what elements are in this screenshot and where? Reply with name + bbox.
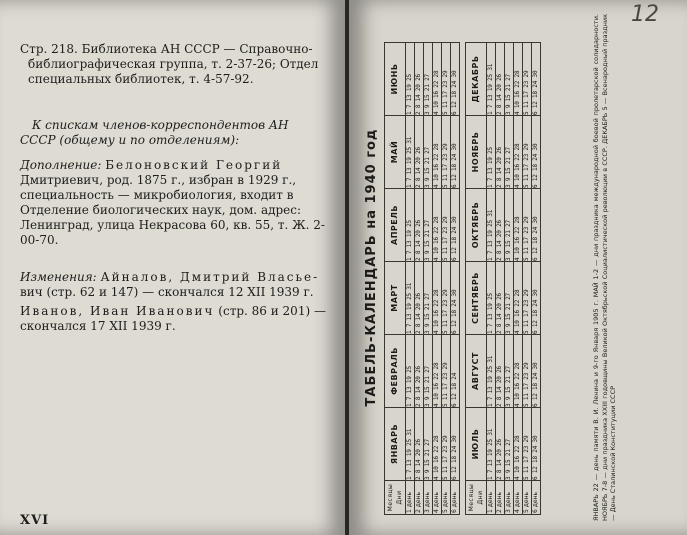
day-label: 2 день <box>415 481 424 515</box>
day-label: 1 день <box>487 481 496 515</box>
month-header: МАРТ <box>385 262 406 335</box>
day-label: 5 день <box>523 481 532 515</box>
day-label: 2 день <box>496 481 505 515</box>
month-header: СЕНТЯБРЬ <box>466 262 487 335</box>
calendar-row <box>415 43 424 515</box>
calendar-cell: 2 8 14 20 26 <box>415 43 424 116</box>
calendar-cell: 5 11 17 23 29 <box>523 262 532 335</box>
right-page <box>349 0 687 535</box>
calendar-cell: 6 12 18 24 30 <box>532 335 541 408</box>
calendar-row <box>487 43 496 515</box>
calendar-cell: 4 10 16 22 28 <box>514 335 523 408</box>
calendar-cell: 4 10 16 22 28 <box>514 189 523 262</box>
day-label: 6 день <box>451 481 460 515</box>
day-label: 6 день <box>532 481 541 515</box>
calendar-cell: 6 12 18 24 30 <box>451 408 460 481</box>
calendar-cell: 1 7 13 19 25 <box>406 335 415 408</box>
calendar-cell: 1 7 13 19 25 31 <box>406 408 415 481</box>
page-number: XVI <box>20 513 50 528</box>
calendar-cell: 3 9 15 21 27 <box>505 116 514 189</box>
calendar-cell: 3 9 15 21 27 <box>424 189 433 262</box>
calendar-cell: 4 10 16 22 28 <box>514 408 523 481</box>
calendar-cell: 5 11 17 23 29 <box>523 335 532 408</box>
calendar-cell: 1 7 13 19 25 <box>406 43 415 116</box>
calendar-cell: 2 8 14 20 26 <box>415 408 424 481</box>
day-label: 3 день <box>424 481 433 515</box>
calendar-row <box>406 43 415 515</box>
calendar-row <box>523 43 532 515</box>
calendar-cell: 2 8 14 20 26 <box>496 43 505 116</box>
calendar-cell: 5 11 17 23 29 <box>442 189 451 262</box>
month-header: НОЯБРЬ <box>466 116 487 189</box>
calendar-cell: 6 12 18 24 30 <box>532 262 541 335</box>
calendar-cell: 4 10 16 22 28 <box>433 262 442 335</box>
day-label: 4 день <box>514 481 523 515</box>
calendar-cell: 4 10 16 22 28 <box>514 262 523 335</box>
calendar-cell: 3 9 15 21 27 <box>424 43 433 116</box>
calendar-cell: 3 9 15 21 27 <box>505 189 514 262</box>
calendar-cell: 3 9 15 21 27 <box>424 262 433 335</box>
changes-entry-2 <box>20 304 330 334</box>
calendar-title: ТАБЕЛЬ-КАЛЕНДАРЬ на 1940 год <box>364 128 379 407</box>
day-label: 4 день <box>433 481 442 515</box>
calendar-cell: 2 8 14 20 26 <box>415 189 424 262</box>
calendar-cell: 6 12 18 24 30 <box>451 262 460 335</box>
calendar-cell: 4 10 16 22 28 <box>433 408 442 481</box>
calendar-row <box>451 43 460 515</box>
calendar-cell: 1 7 13 19 25 <box>406 189 415 262</box>
calendar-cell: 1 7 13 19 25 <box>487 262 496 335</box>
month-header: ИЮНЬ <box>385 43 406 116</box>
month-header: МАЙ <box>385 116 406 189</box>
calendar-cell: 6 12 18 24 30 <box>532 116 541 189</box>
calendar-cell: 3 9 15 21 27 <box>505 335 514 408</box>
calendar-row <box>514 43 523 515</box>
calendar-cell: 1 7 13 19 25 31 <box>487 335 496 408</box>
calendar-cell: 4 10 16 22 28 <box>433 116 442 189</box>
calendar-cell: 4 10 16 22 28 <box>514 43 523 116</box>
addition-label: Дополнение: <box>20 158 102 172</box>
calendar-cell: 5 11 17 23 29 <box>442 116 451 189</box>
calendar-footnote: ЯНВАРЬ 22 — день памяти В. И. Ленина и 9-го Января 1905 г. МАЙ 1-2 — дни праздника международной боевой пролетарской солидарности. НОЯБРЬ 7-8 — дни праздника XXIII годовщины Великой Октябрьской Социалистической революции в СССР. ДЕКАБРЬ 5 — Всенародный праздник — День Сталинской Конституции СССР <box>592 14 617 521</box>
calendar-cell: 6 12 18 24 30 <box>532 189 541 262</box>
calendar-cell: 3 9 15 21 27 <box>505 262 514 335</box>
month-header: ОКТЯБРЬ <box>466 189 487 262</box>
months-label: Месяцы <box>468 483 475 512</box>
calendar-cell: 5 11 17 23 29 <box>442 43 451 116</box>
calendar-cell: 1 7 13 19 25 31 <box>406 116 415 189</box>
calendar-cell: 2 8 14 20 26 <box>496 408 505 481</box>
calendar-corner-label <box>466 481 487 515</box>
calendar-row <box>442 43 451 515</box>
month-header: АВГУСТ <box>466 335 487 408</box>
calendar-cell: 2 8 14 20 26 <box>496 116 505 189</box>
calendar-row <box>532 43 541 515</box>
calendar-cell: 6 12 18 24 <box>451 335 460 408</box>
calendar-cell: 1 7 13 19 25 <box>487 116 496 189</box>
calendar-cell: 5 11 17 23 29 <box>442 408 451 481</box>
calendar-cell: 5 11 17 23 29 <box>442 262 451 335</box>
calendar-cell: 5 11 17 23 29 <box>523 408 532 481</box>
calendar-cell: 1 7 13 19 25 31 <box>487 43 496 116</box>
calendar-block <box>360 14 680 521</box>
calendar-cell: 6 12 18 24 30 <box>532 43 541 116</box>
changes-text: вич (стр. 62 и 147) — скончался 12 XII 1939 г. <box>20 285 314 299</box>
calendar-cell: 6 12 18 24 30 <box>451 116 460 189</box>
calendar-row <box>424 43 433 515</box>
library-entry: Стр. 218. Библиотека АН СССР — Справочно-библиографическая группа, т. 2-37-26; Отдел специальных библиотек, т. 4-57-92. <box>20 42 319 86</box>
calendar-cell: 3 9 15 21 27 <box>424 116 433 189</box>
addition-text: Дмитриевич, род. 1875 г., избран в 1929 г., специальность — микробиология, входит в Отделение биологических наук, дом. адрес: Ленинград, улица Некрасова 60, кв. 55, т. Ж. 2-00-70. <box>20 173 325 247</box>
calendar-header-row <box>466 43 487 515</box>
calendar-cell: 3 9 15 21 27 <box>424 408 433 481</box>
month-header: ЯНВАРЬ <box>385 408 406 481</box>
handwritten-mark: 12 <box>631 2 659 27</box>
days-label: Дни <box>477 490 484 505</box>
calendar-cell: 2 8 14 20 26 <box>415 116 424 189</box>
section-heading: К спискам членов-корреспондентов АН СССР (общему и по отделениям): <box>20 118 289 147</box>
changes-entry <box>20 270 330 300</box>
calendar-cell: 5 11 17 23 29 <box>523 116 532 189</box>
calendar-cell: 6 12 18 24 30 <box>532 408 541 481</box>
changes-name: Айналов, Дмитрий Власье- <box>100 270 320 284</box>
calendar-cell: 6 12 18 24 30 <box>451 43 460 116</box>
calendar-cell: 3 9 15 21 27 <box>424 335 433 408</box>
changes-label: Изменения: <box>20 270 97 284</box>
days-label: Дни <box>396 490 403 505</box>
calendar-row <box>496 43 505 515</box>
changes2-name: Иванов, Иван Иванович <box>20 304 215 318</box>
month-header: ФЕВРАЛЬ <box>385 335 406 408</box>
calendar-cell: 3 9 15 21 27 <box>505 408 514 481</box>
addition-entry <box>20 158 330 248</box>
calendar-cell: 4 10 16 22 28 <box>433 335 442 408</box>
calendar-cell: 3 9 15 21 27 <box>505 43 514 116</box>
day-label: 3 день <box>505 481 514 515</box>
calendar-cell: 4 10 16 22 28 <box>433 189 442 262</box>
month-header: АПРЕЛЬ <box>385 189 406 262</box>
calendar-cell: 5 11 17 23 29 <box>523 189 532 262</box>
calendar-header-row <box>385 43 406 515</box>
calendar-cell: 2 8 14 20 26 <box>415 335 424 408</box>
calendar-cell: 2 8 14 20 26 <box>496 262 505 335</box>
month-header: ДЕКАБРЬ <box>466 43 487 116</box>
calendar-cell: 4 10 16 22 28 <box>514 116 523 189</box>
calendar-cell: 2 8 14 20 26 <box>496 189 505 262</box>
day-label: 5 день <box>442 481 451 515</box>
day-label: 1 день <box>406 481 415 515</box>
month-header: ИЮЛЬ <box>466 408 487 481</box>
calendar-cell: 2 8 14 20 26 <box>496 335 505 408</box>
changes2-text: (стр. 86 и 201) — скончался 17 XII 1939 г. <box>20 304 326 333</box>
calendar-table <box>384 42 541 515</box>
calendar-cell: 1 7 13 19 25 31 <box>406 262 415 335</box>
calendar-cell: 1 7 13 19 25 31 <box>487 408 496 481</box>
calendar-cell: 6 12 18 24 30 <box>451 189 460 262</box>
calendar-cell: 5 11 17 23 29 <box>442 335 451 408</box>
calendar-row <box>433 43 442 515</box>
calendar-corner-label <box>385 481 406 515</box>
calendar-cell: 1 7 13 19 25 31 <box>487 189 496 262</box>
months-label: Месяцы <box>387 483 394 512</box>
calendar-cell: 2 8 14 20 26 <box>415 262 424 335</box>
calendar-row <box>505 43 514 515</box>
calendar-cell: 5 11 17 23 29 <box>523 43 532 116</box>
addition-name: Белоновский Георгий <box>105 158 283 172</box>
calendar-cell: 4 10 16 22 28 <box>433 43 442 116</box>
